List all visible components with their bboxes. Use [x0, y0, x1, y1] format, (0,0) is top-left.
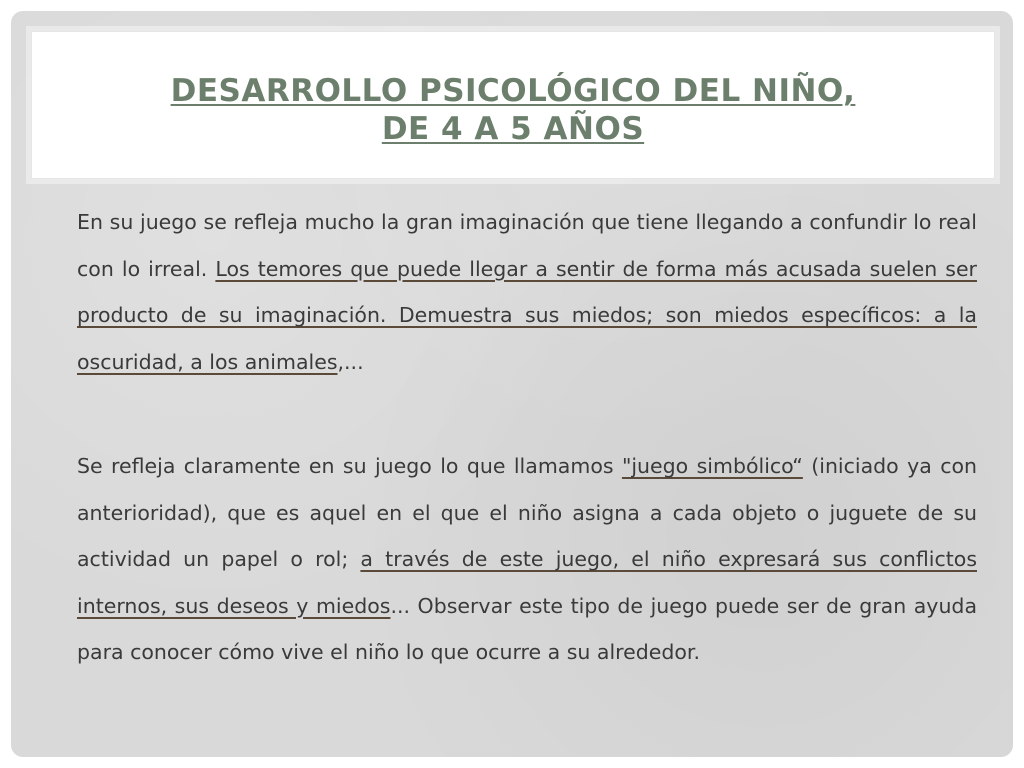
paragraph-2-text-2: (iniciado ya con anterioridad), que es aquel en el que el niño asigna a cada objeto o juguete de su actividad un papel o rol;	[77, 454, 977, 571]
paragraph-1	[77, 199, 977, 385]
paragraph-2-text-1: Se refleja claramente en su juego lo que llamamos	[77, 454, 622, 478]
paragraph-2-underlined-1: "juego simbólico“	[621, 454, 803, 478]
paragraph-2-underlined-2: a través de este juego, el niño expresará sus conflictos internos, sus deseos y miedos	[77, 547, 978, 618]
paragraph-1-underlined-1: Los temores que puede llegar a sentir de forma más acusada suelen ser producto de su imaginación. Demuestra sus miedos; son miedos específicos: a la oscuridad, a los animales	[77, 256, 977, 374]
slide-body	[77, 199, 977, 676]
paragraph-2-text-3: ... Observar este tipo de juego puede ser de gran ayuda para conocer cómo vive el niño lo que ocurre a su alrededor.	[77, 593, 978, 664]
title-band	[31, 31, 995, 179]
paragraph-2	[77, 443, 977, 676]
slide	[11, 11, 1013, 757]
paragraph-1-text-1: En su juego se refleja mucho la gran imaginación que tiene llegando a confundir lo real con lo irreal.	[77, 210, 977, 281]
title-line-1: DESARROLLO PSICOLÓGICO DEL NIÑO,	[170, 73, 856, 109]
paragraph-1-text-2: ,...	[337, 349, 364, 374]
title-line-2: DE 4 A 5 AÑOS	[381, 111, 645, 147]
slide-title	[32, 72, 994, 148]
